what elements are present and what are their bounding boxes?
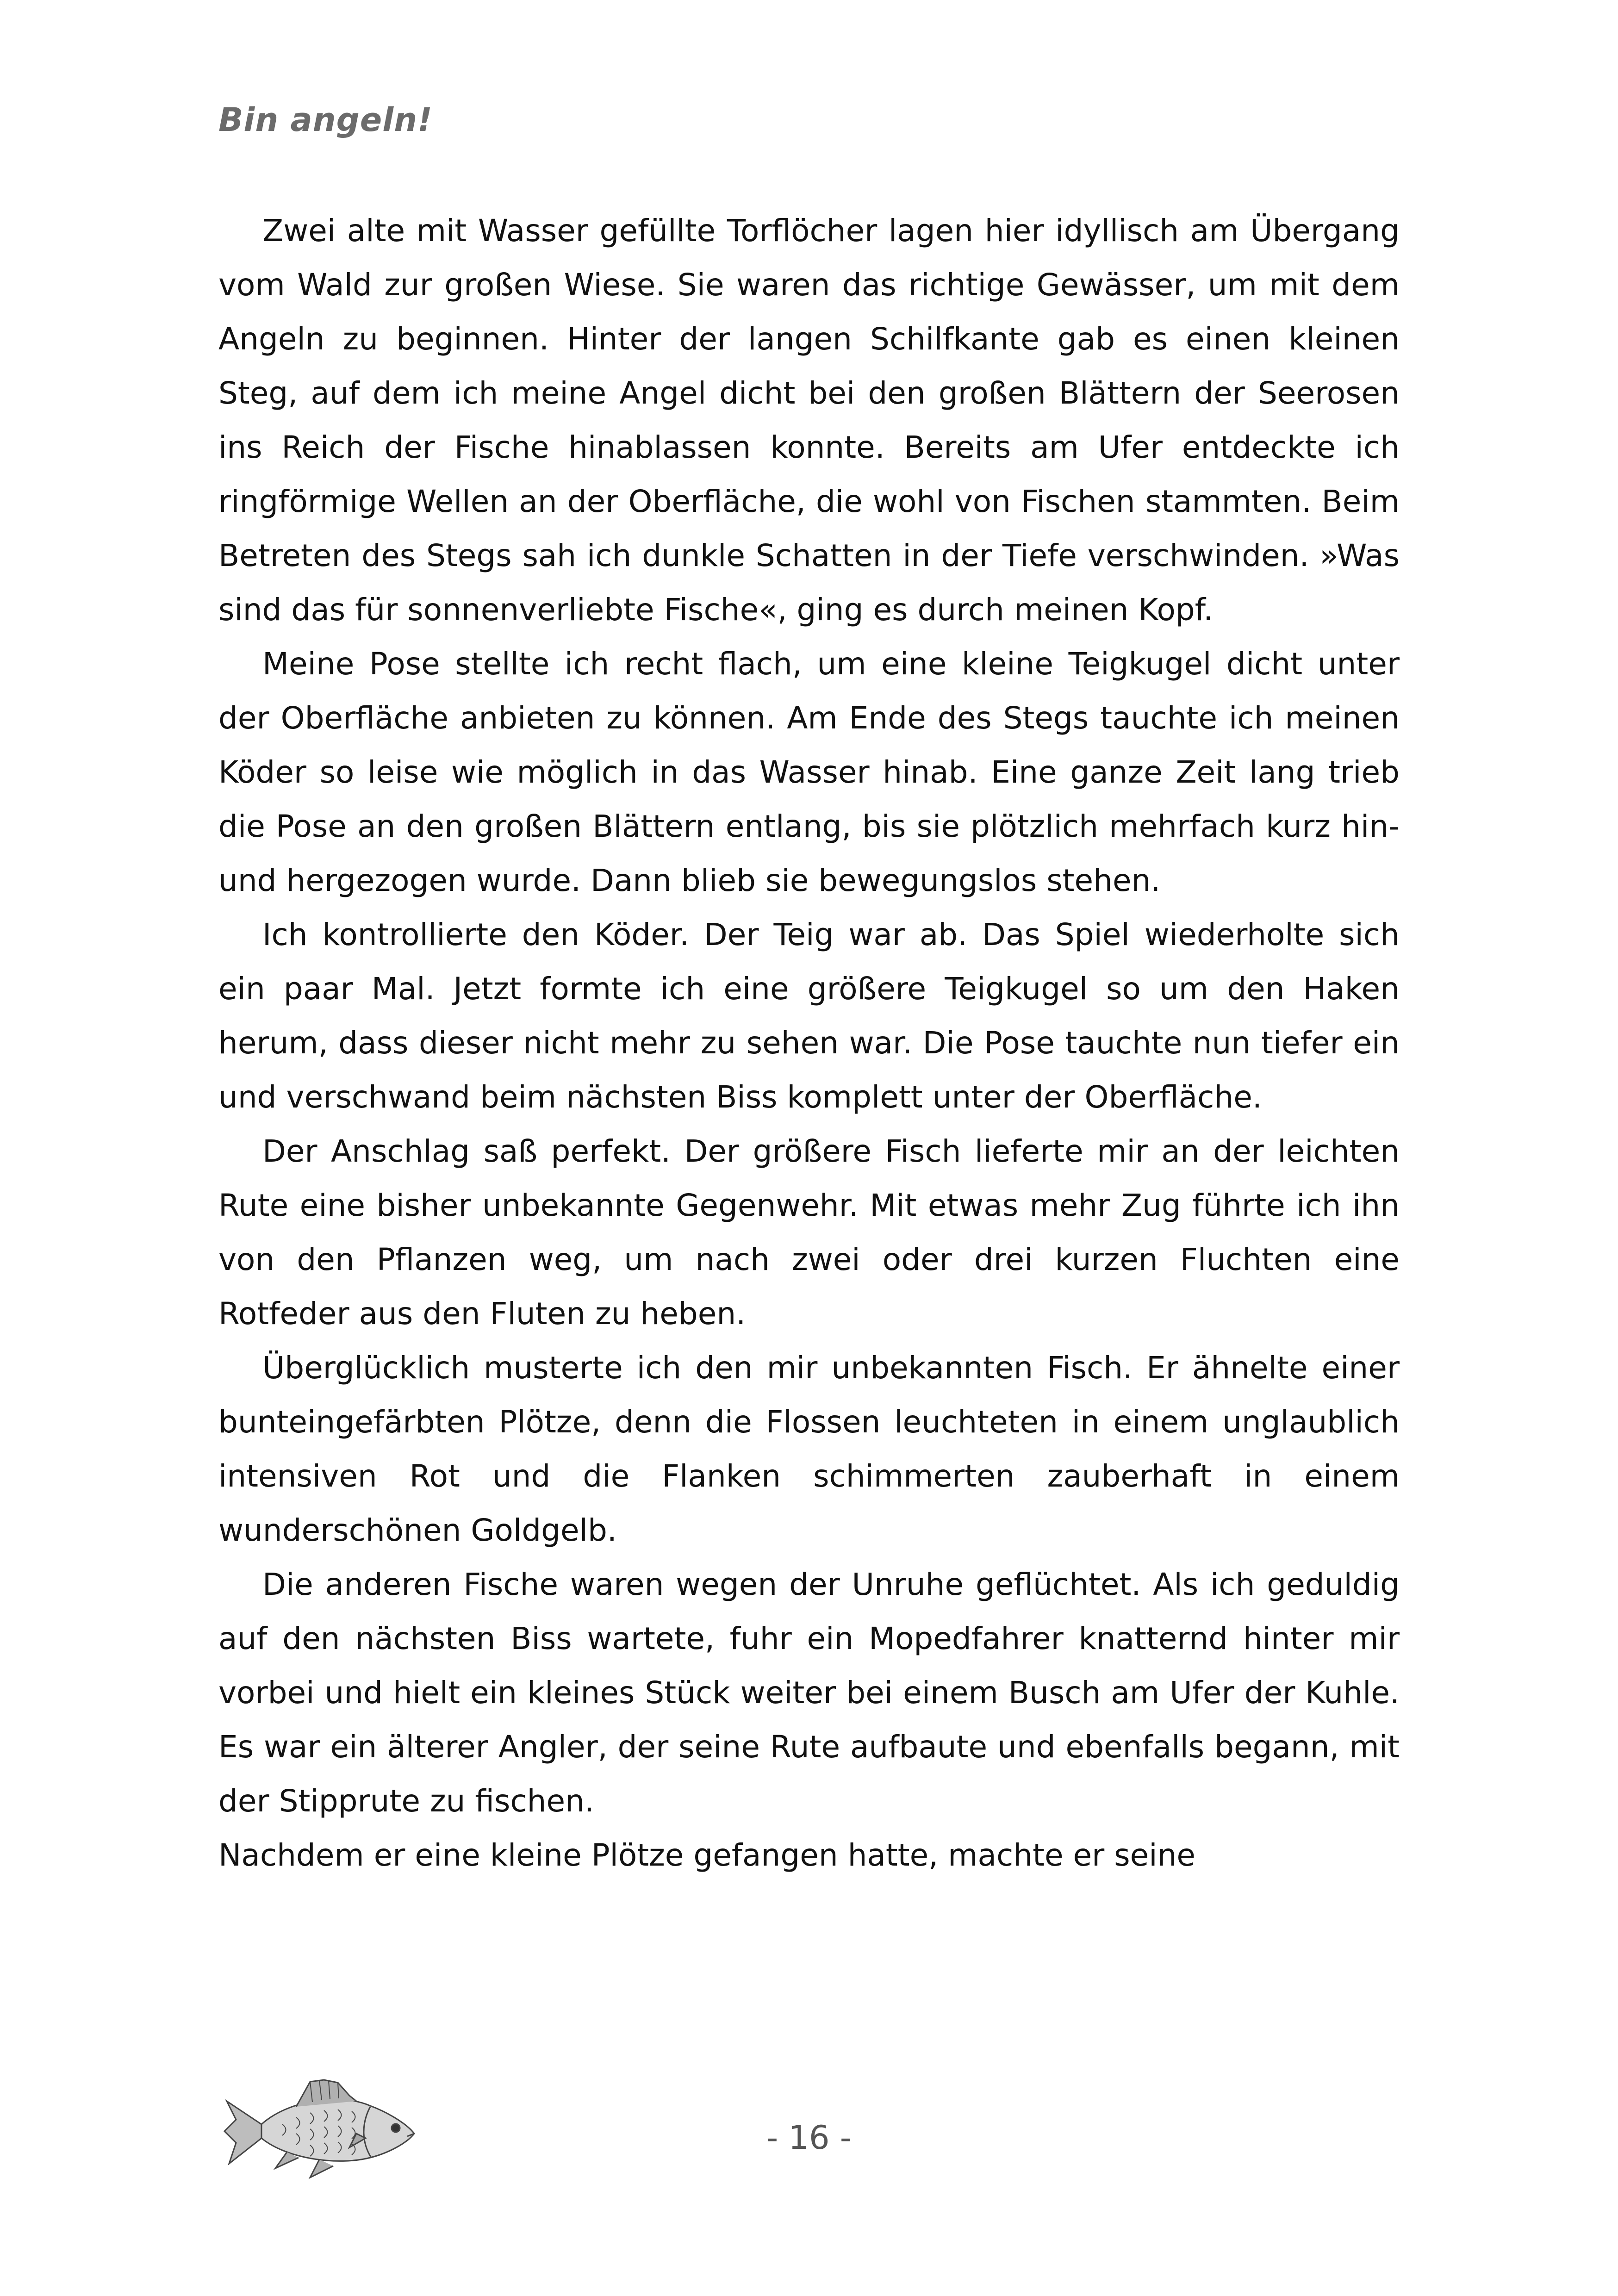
paragraph: Der Anschlag saß perfekt. Der größere Fisch lieferte mir an der leichten Rute eine bisher unbekannte Gegenwehr. Mit etwas mehr Zug führte ich ihn von den Pflanzen weg, um nach zwei oder drei kurzen Fluchten eine Rotfeder aus den Fluten zu heben.: [218, 1133, 1400, 1332]
page-number: - 16 -: [766, 2119, 852, 2157]
running-title: Bin angeln!: [218, 101, 433, 139]
paragraph: Die anderen Fische waren wegen der Unruhe geflüchtet. Als ich geduldig auf den nächsten Biss wartete, fuhr ein Mopedfahrer knatternd hinter mir vorbei und hielt ein kleines Stück weiter bei einem Busch am Ufer der Kuhle. Es war ein älterer Angler, der seine Rute aufbaute und ebenfalls begann, mit der Stipprute zu fischen.: [218, 1567, 1400, 1819]
body-text: [218, 204, 1400, 1882]
paragraph-continued: Nachdem er eine kleine Plötze gefangen hatte, machte er seine: [218, 1837, 1196, 1873]
paragraph: Zwei alte mit Wasser gefüllte Torflöcher lagen hier idyllisch am Übergang vom Wald zur großen Wiese. Sie waren das richtige Gewässer, um mit dem Angeln zu beginnen. Hinter der langen Schilfkante gab es einen kleinen Steg, auf dem ich meine Angel dicht bei den großen Blättern der Seerosen ins Reich der Fische hinablassen konnte. Bereits am Ufer entdeckte ich ringförmige Wellen an der Oberfläche, die wohl von Fischen stammten. Beim Betreten des Stegs sah ich dunkle Schatten in der Tiefe verschwinden. »Was sind das für sonnenverliebte Fische«, ging es durch meinen Kopf.: [218, 213, 1400, 628]
paragraph: Ich kontrollierte den Köder. Der Teig war ab. Das Spiel wiederholte sich ein paar Mal. Jetzt formte ich eine größere Teigkugel so um den Haken herum, dass dieser nicht mehr zu sehen war. Die Pose tauchte nun tiefer ein und verschwand beim nächsten Biss komplett unter der Oberfläche.: [218, 917, 1400, 1115]
paragraph: Überglücklich musterte ich den mir unbekannten Fisch. Er ähnelte einer bunteingefärbten Plötze, denn die Flossen leuchteten in einem unglaublich intensiven Rot und die Flanken schimmerten zauberhaft in einem wunderschönen Goldgelb.: [218, 1350, 1400, 1548]
paragraph: Meine Pose stellte ich recht flach, um eine kleine Teigkugel dicht unter der Oberfläche anbieten zu können. Am Ende des Stegs tauchte ich meinen Köder so leise wie möglich in das Wasser hinab. Eine ganze Zeit lang trieb die Pose an den großen Blättern entlang, bis sie plötzlich mehrfach kurz hin- und hergezogen wurde. Dann blieb sie bewegungslos stehen.: [218, 646, 1400, 898]
